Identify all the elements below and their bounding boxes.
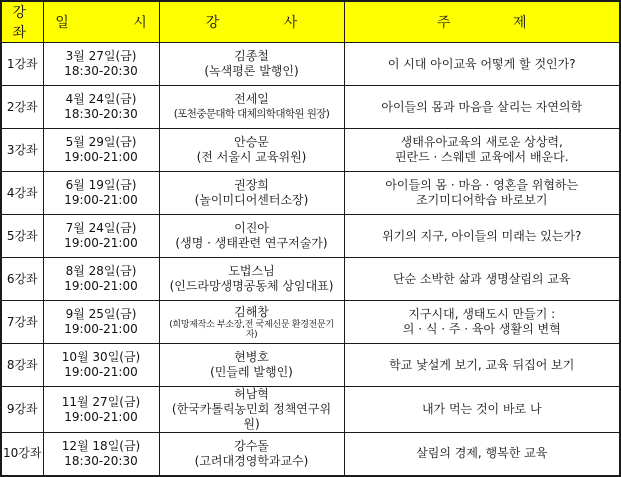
topic-line: 생태유아교육의 새로운 상상력,: [400, 135, 563, 149]
topic-line: 학교 낯설게 보기, 교육 뒤집어 보기: [389, 357, 575, 372]
topic-line: 조기미디어학습 바로보기: [416, 193, 548, 207]
speaker-affiliation: (생명 · 생태관련 연구저술가): [175, 236, 328, 250]
datetime-cell: [43, 172, 159, 215]
lecture-number: 9강좌: [1, 387, 43, 433]
lecture-time: 19:00-21:00: [64, 150, 138, 164]
lecture-time: 19:00-21:00: [64, 409, 138, 424]
lecture-number: 4강좌: [1, 172, 43, 215]
lecture-time: 19:00-21:00: [64, 322, 138, 336]
datetime-cell: [43, 215, 159, 258]
topic-line: 의 · 식 · 주 · 육아 생활의 변혁: [402, 322, 561, 336]
speaker-name: 안승문: [234, 135, 269, 149]
topic-line: 아이들의 몸과 마음을 살리는 자연의학: [381, 99, 583, 114]
speaker-cell: [159, 172, 344, 215]
speaker-name: 강수돌: [234, 438, 269, 453]
lecture-time: 18:30-20:30: [64, 453, 138, 468]
table-row: [1, 86, 620, 129]
datetime-cell: [43, 344, 159, 387]
speaker-name: 전세일: [234, 92, 269, 106]
speaker-name: 김해창: [234, 304, 269, 319]
topic-cell: [344, 129, 620, 172]
lecture-date: 7월 24일(금): [65, 221, 137, 235]
lecture-time: 18:30-20:30: [64, 107, 138, 121]
table-row: [1, 215, 620, 258]
topic-line: 위기의 지구, 아이들의 미래는 있는가?: [382, 228, 582, 243]
speaker-cell: [159, 344, 344, 387]
lecture-date: 11월 27일(금): [61, 394, 141, 409]
topic-line: 이 시대 아이교육 어떻게 할 것인가?: [387, 56, 576, 71]
speaker-affiliation: (인드라망생명공동체 상임대표): [169, 279, 334, 293]
lecture-time: 18:30-20:30: [64, 64, 138, 78]
speaker-cell: [159, 387, 344, 433]
lecture-number: 10강좌: [1, 433, 43, 476]
topic-cell: [344, 215, 620, 258]
topic-cell: [344, 258, 620, 301]
table-row: [1, 129, 620, 172]
speaker-name: 허남혁: [234, 387, 269, 401]
topic-cell: [344, 86, 620, 129]
lecture-number: 2강좌: [1, 86, 43, 129]
lecture-date: 3월 27일(금): [65, 49, 137, 63]
speaker-cell: [159, 43, 344, 86]
table-row: [1, 344, 620, 387]
topic-line: 살림의 경제, 행복한 교육: [416, 446, 548, 461]
speaker-cell: [159, 433, 344, 476]
header-topic: 주 제: [344, 1, 620, 43]
lecture-time: 19:00-21:00: [64, 279, 138, 293]
speaker-affiliation: (녹색평론 발행인): [204, 64, 299, 78]
lecture-number: 7강좌: [1, 301, 43, 344]
header-row: [1, 1, 620, 43]
lecture-number: 5강좌: [1, 215, 43, 258]
lecture-date: 10월 30일(금): [61, 350, 141, 364]
speaker-cell: [159, 86, 344, 129]
speaker-name: 도법스님: [228, 264, 275, 278]
lecture-number: 6강좌: [1, 258, 43, 301]
speaker-cell: [159, 258, 344, 301]
speaker-affiliation: (전 서울시 교육위원): [196, 150, 307, 164]
topic-cell: [344, 433, 620, 476]
datetime-cell: [43, 258, 159, 301]
topic-cell: [344, 344, 620, 387]
topic-line: 내가 먹는 것이 바로 나: [421, 402, 542, 416]
speaker-name: 현병호: [234, 350, 269, 364]
header-datetime: 일 시: [43, 1, 159, 43]
lecture-time: 19:00-21:00: [64, 365, 138, 379]
datetime-cell: [43, 43, 159, 86]
speaker-affiliation: (희망제작소 부소장,전 국제신문 환경전문기자): [169, 319, 334, 340]
speaker-affiliation: (놀이미디어센터소장): [194, 193, 309, 207]
lecture-number: 1강좌: [1, 43, 43, 86]
topic-cell: [344, 43, 620, 86]
speaker-name: 김종철: [234, 49, 269, 63]
topic-cell: [344, 387, 620, 433]
speaker-name: 권장희: [234, 178, 269, 192]
datetime-cell: [43, 129, 159, 172]
header-speaker: 강 사: [159, 1, 344, 43]
table-row: [1, 433, 620, 476]
topic-line: 지구시대, 생태도시 만들기 :: [408, 307, 556, 321]
datetime-cell: [43, 301, 159, 344]
table-row: [1, 258, 620, 301]
topic-line: 아이들의 몸 · 마음 · 영혼을 위협하는: [385, 178, 579, 192]
speaker-affiliation: (민들레 발행인): [210, 365, 293, 379]
lecture-date: 8월 28일(금): [65, 264, 137, 278]
speaker-cell: [159, 301, 344, 344]
table-row: [1, 172, 620, 215]
header-lecture: 강 좌: [1, 1, 43, 43]
table-row: [1, 43, 620, 86]
table-row: [1, 387, 620, 433]
datetime-cell: [43, 433, 159, 476]
speaker-affiliation: (포천중문대학 대체의학대학원 원장): [173, 108, 330, 120]
topic-cell: [344, 172, 620, 215]
speaker-affiliation: (한국카톨릭농민회 정책연구위원): [171, 402, 332, 431]
lecture-date: 5월 29일(금): [65, 135, 137, 149]
lecture-date: 6월 19일(금): [65, 178, 137, 192]
lecture-date: 9월 25일(금): [65, 307, 137, 321]
topic-cell: [344, 301, 620, 344]
lecture-date: 12월 18일(금): [61, 438, 141, 453]
datetime-cell: [43, 86, 159, 129]
topic-line: 핀란드 · 스웨덴 교육에서 배운다.: [394, 150, 569, 164]
lecture-time: 19:00-21:00: [64, 236, 138, 250]
lecture-time: 19:00-21:00: [64, 193, 138, 207]
table-row: [1, 301, 620, 344]
speaker-cell: [159, 215, 344, 258]
speaker-affiliation: (고려대경영학과교수): [194, 453, 309, 468]
lecture-number: 3강좌: [1, 129, 43, 172]
speaker-cell: [159, 129, 344, 172]
speaker-name: 이진아: [234, 221, 269, 235]
datetime-cell: [43, 387, 159, 433]
lecture-number: 8강좌: [1, 344, 43, 387]
lecture-date: 4월 24일(금): [65, 92, 137, 106]
topic-line: 단순 소박한 삶과 생명살림의 교육: [392, 271, 571, 286]
